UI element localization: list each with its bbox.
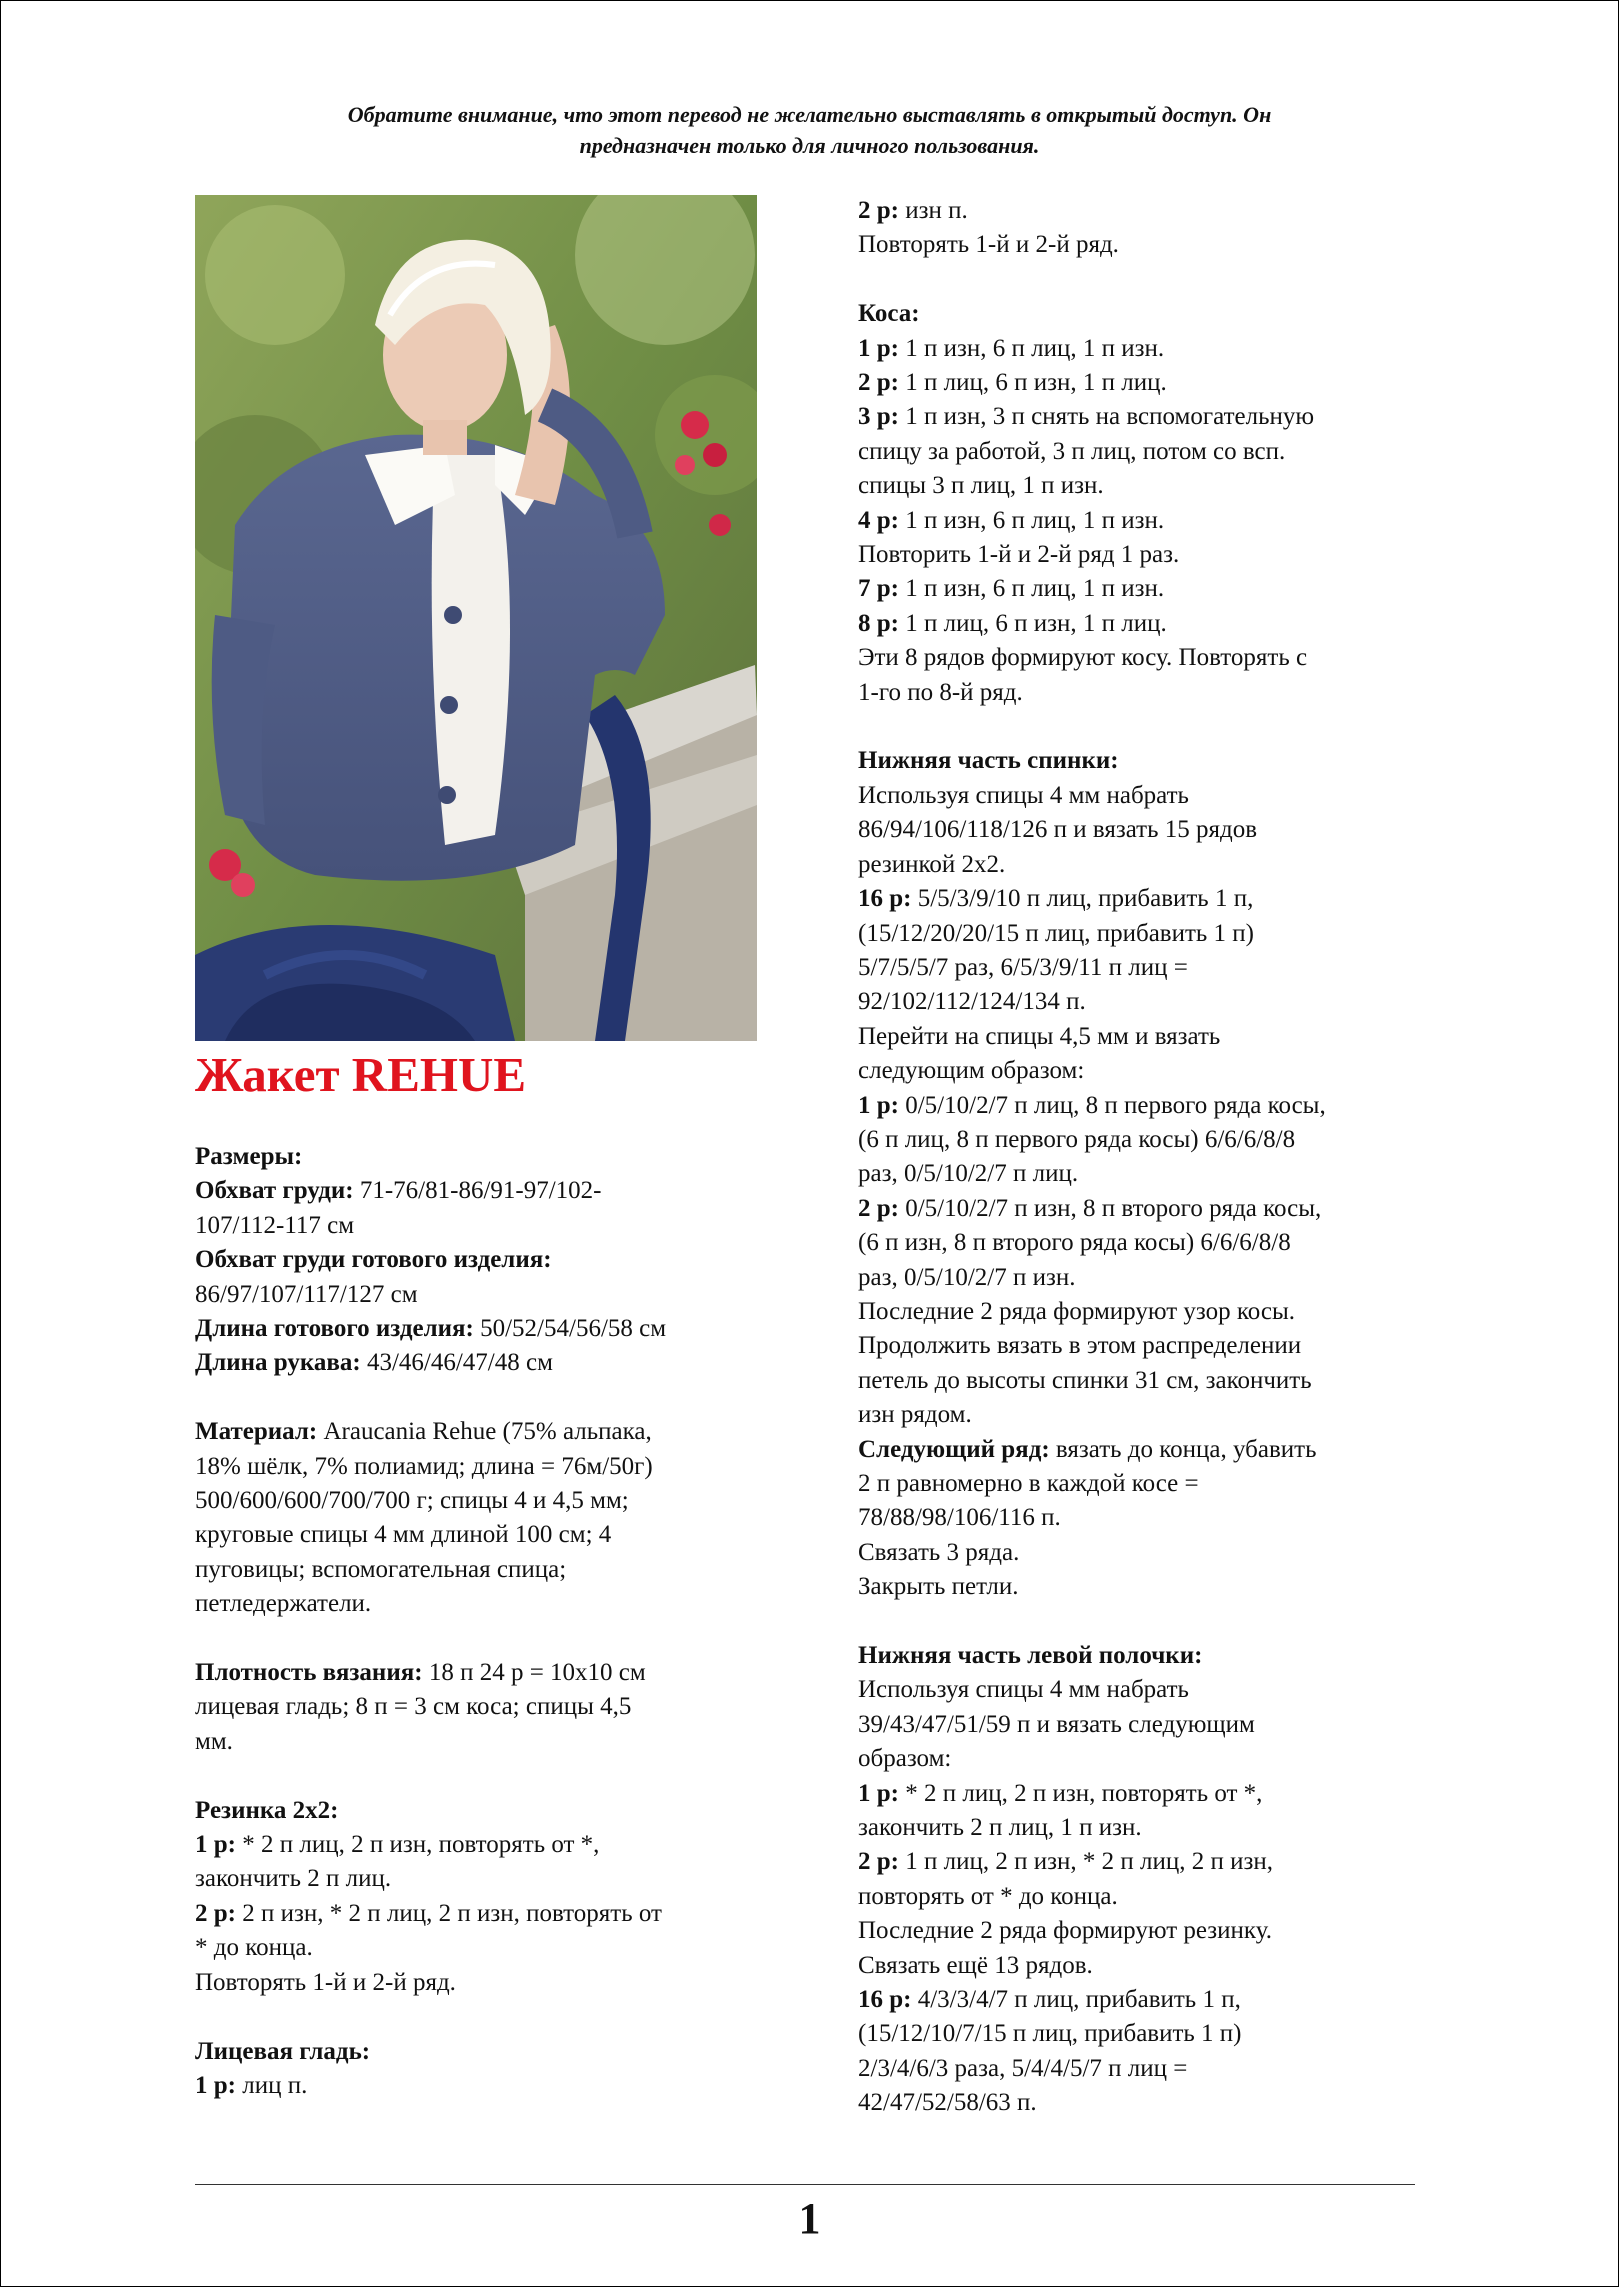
back-row-16-cont: 92/102/112/124/134 п. — [858, 988, 1086, 1016]
back-change-needles-cont: следующим образом: — [858, 1057, 1085, 1085]
left-front-row-2: 2 р: 1 п лиц, 2 п изн, * 2 п лиц, 2 п изн, — [858, 1848, 1273, 1876]
back-next-row-cont: 78/88/98/106/116 п. — [858, 1504, 1061, 1532]
cable-repeat: Повторить 1-й и 2-й ряд 1 раз. — [858, 541, 1180, 569]
cable-heading: Коса: — [858, 300, 920, 328]
cable-row-1: 1 р: 1 п изн, 6 п лиц, 1 п изн. — [858, 334, 1165, 362]
model-photo-illustration — [195, 195, 757, 1041]
pattern-title: Жакет REHUE — [195, 1047, 527, 1102]
material-line: 18% шёлк, 7% полиамид; длина = 76м/50г) — [195, 1452, 653, 1480]
rib-repeat: Повторять 1-й и 2-й ряд. — [195, 1968, 456, 1996]
notice-line-1: Обратите внимание, что этот перевод не желательно выставлять в открытый доступ. Он — [347, 102, 1272, 127]
notice-line-2: предназначен только для личного пользования. — [579, 133, 1040, 158]
back-change-needles: Перейти на спицы 4,5 мм и вязать — [858, 1022, 1221, 1050]
left-front-rib: Последние 2 ряда формируют резинку. — [858, 1917, 1272, 1945]
material-line: 500/600/600/700/700 г; спицы 4 и 4,5 мм; — [195, 1487, 629, 1515]
stockinette-repeat: Повторять 1-й и 2-й ряд. — [858, 231, 1119, 259]
back-pattern-cont: изн рядом. — [858, 1401, 972, 1429]
cable-summary-cont: 1-го по 8-й ряд. — [858, 678, 1023, 706]
back-pattern: Последние 2 ряда формируют узор косы. — [858, 1297, 1295, 1325]
left-front-row-16-cont: (15/12/10/7/15 п лиц, прибавить 1 п) — [858, 2020, 1242, 2048]
material: Материал: Araucania Rehue (75% альпака, — [195, 1418, 652, 1446]
material-line: пуговицы; вспомогательная спица; — [195, 1555, 567, 1583]
back-row-2-cont: (6 п изн, 8 п второго ряда косы) 6/6/6/8/8 — [858, 1229, 1291, 1257]
material-line: круговые спицы 4 мм длиной 100 см; 4 — [195, 1521, 612, 1549]
left-front-row-16: 16 р: 4/3/3/4/7 п лиц, прибавить 1 п, — [858, 1986, 1241, 2014]
stockinette-row-2: 2 р: изн п. — [858, 197, 968, 224]
back-pattern-cont: Продолжить вязать в этом распределении — [858, 1332, 1302, 1360]
back-bind-off: Закрыть петли. — [858, 1573, 1019, 1601]
back-row-1: 1 р: 0/5/10/2/7 п лиц, 8 п первого ряда косы, — [858, 1091, 1326, 1119]
back-cast-on-cont: 86/94/106/118/126 п и вязать 15 рядов — [858, 816, 1258, 844]
left-column — [195, 1140, 795, 2103]
back-row-1-cont: раз, 0/5/10/2/7 п лиц. — [858, 1160, 1079, 1188]
chest-size-cont: 107/112-117 см — [195, 1211, 355, 1239]
back-cast-on-cont: резинкой 2х2. — [858, 850, 1006, 878]
sizes-heading: Размеры: — [195, 1143, 303, 1170]
rib-row-2-cont: * до конца. — [195, 1934, 313, 1962]
back-next-row-cont: 2 п равномерно в каждой косе = — [858, 1470, 1199, 1497]
left-front-cast-on: Используя спицы 4 мм набрать — [858, 1676, 1189, 1704]
left-front-heading: Нижняя часть левой полочки: — [858, 1642, 1203, 1670]
back-row-2-cont: раз, 0/5/10/2/7 п изн. — [858, 1263, 1076, 1291]
left-front-row-1-cont: закончить 2 п лиц, 1 п изн. — [858, 1814, 1142, 1842]
rib-row-2: 2 р: 2 п изн, * 2 п лиц, 2 п изн, повторять от — [195, 1899, 662, 1927]
cable-summary: Эти 8 рядов формируют косу. Повторять с — [858, 644, 1308, 672]
left-front-row-16-cont: 2/3/4/6/3 раза, 5/4/4/5/7 п лиц = — [858, 2054, 1188, 2082]
left-front-cast-on-cont: 39/43/47/51/59 п и вязать следующим — [858, 1710, 1255, 1738]
back-pattern-cont: петель до высоты спинки 31 см, закончить — [858, 1366, 1312, 1394]
left-front-cast-on-cont: образом: — [858, 1745, 952, 1773]
back-row-2: 2 р: 0/5/10/2/7 п изн, 8 п второго ряда косы, — [858, 1194, 1322, 1222]
footer-divider — [195, 2184, 1415, 2185]
gauge: Плотность вязания: 18 п 24 р = 10х10 см — [195, 1659, 646, 1687]
finished-chest-value: 86/97/107/117/127 см — [195, 1280, 418, 1308]
finished-length: Длина готового изделия: 50/52/54/56/58 см — [195, 1315, 667, 1343]
cable-row-3-cont: спицу за работой, 3 п лиц, потом со всп. — [858, 437, 1286, 465]
back-cast-on: Используя спицы 4 мм набрать — [858, 781, 1189, 809]
private-use-notice — [1, 99, 1618, 161]
cable-row-4: 4 р: 1 п изн, 6 п лиц, 1 п изн. — [858, 506, 1165, 534]
sleeve-length: Длина рукава: 43/46/46/47/48 см — [195, 1349, 553, 1377]
back-row-16-cont: 5/7/5/5/7 раз, 6/5/3/9/11 п лиц = — [858, 953, 1188, 981]
left-front-row-1: 1 р: * 2 п лиц, 2 п изн, повторять от *, — [858, 1779, 1263, 1807]
back-row-1-cont: (6 п лиц, 8 п первого ряда косы) 6/6/6/8/8 — [858, 1125, 1296, 1153]
cable-row-3: 3 р: 1 п изн, 3 п снять на вспомогательную — [858, 403, 1315, 431]
cable-row-8: 8 р: 1 п лиц, 6 п изн, 1 п лиц. — [858, 609, 1167, 637]
page-number: 1 — [798, 2194, 821, 2243]
back-row-16-cont: (15/12/20/20/15 п лиц, прибавить 1 п) — [858, 919, 1255, 947]
back-next-row: Следующий ряд: вязать до конца, убавить — [858, 1435, 1317, 1463]
left-front-row-16-cont: 42/47/52/58/63 п. — [858, 2089, 1037, 2117]
back-row-16: 16 р: 5/5/3/9/10 п лиц, прибавить 1 п, — [858, 885, 1254, 913]
left-front-row-2-cont: повторять от * до конца. — [858, 1882, 1118, 1910]
back-heading: Нижняя часть спинки: — [858, 747, 1119, 775]
right-column — [858, 194, 1428, 2121]
chest-size: Обхват груди: 71-76/81-86/91-97/102- — [195, 1177, 602, 1205]
gauge-line: лицевая гладь; 8 п = 3 см коса; спицы 4,5 — [195, 1693, 632, 1721]
rib-row-1: 1 р: * 2 п лиц, 2 п изн, повторять от *, — [195, 1831, 600, 1859]
gauge-line: мм. — [195, 1727, 233, 1755]
cable-row-2: 2 р: 1 п лиц, 6 п изн, 1 п лиц. — [858, 369, 1167, 397]
cable-row-7: 7 р: 1 п изн, 6 п лиц, 1 п изн. — [858, 575, 1165, 603]
model-photo — [195, 195, 757, 1041]
cable-row-3-cont: спицы 3 п лиц, 1 п изн. — [858, 472, 1104, 500]
rib-row-1-cont: закончить 2 п лиц. — [195, 1865, 392, 1893]
rib-heading: Резинка 2х2: — [195, 1796, 339, 1824]
left-front-more-rows: Связать ещё 13 рядов. — [858, 1951, 1093, 1979]
material-line: петледержатели. — [195, 1590, 372, 1618]
stockinette-heading: Лицевая гладь: — [195, 2037, 371, 2065]
finished-chest-label: Обхват груди готового изделия: — [195, 1246, 552, 1274]
back-knit-3: Связать 3 ряда. — [858, 1538, 1020, 1566]
stockinette-row-1: 1 р: лиц п. — [195, 2071, 308, 2099]
